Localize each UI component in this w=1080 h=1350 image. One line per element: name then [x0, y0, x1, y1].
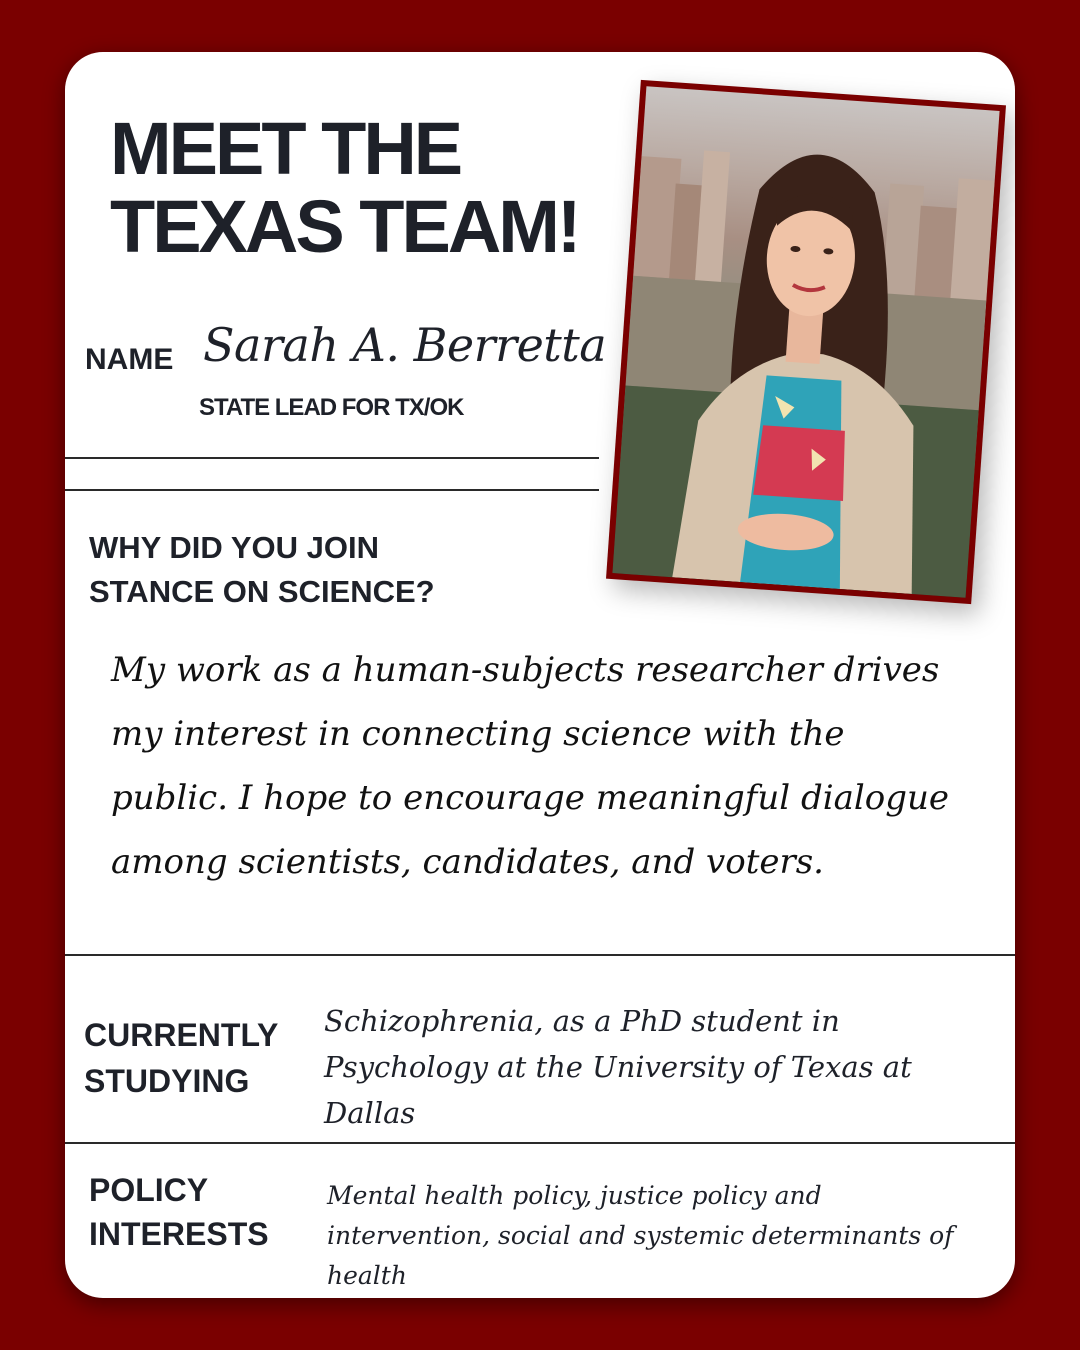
- divider: [65, 489, 599, 491]
- profile-photo: [612, 86, 999, 598]
- person-photo-icon: [612, 86, 999, 598]
- member-name: Sarah A. Berretta: [203, 318, 607, 372]
- studying-label-line-1: CURRENTLY: [84, 1017, 279, 1053]
- divider: [65, 457, 599, 459]
- why-label-line-2: STANCE ON SCIENCE?: [89, 574, 435, 609]
- policy-label-line-1: POLICY: [89, 1172, 209, 1208]
- studying-label-line-2: STUDYING: [84, 1063, 250, 1099]
- title-line-1: MEET THE: [110, 107, 461, 190]
- name-label: NAME: [85, 343, 174, 376]
- page-title: [110, 107, 579, 268]
- title-line-2: TEXAS TEAM!: [110, 185, 579, 268]
- policy-label-line-2: INTERESTS: [89, 1216, 269, 1252]
- divider: [65, 1142, 1015, 1144]
- why-label-line-1: WHY DID YOU JOIN: [89, 530, 379, 565]
- why-label: [89, 526, 435, 614]
- policy-value: Mental health policy, justice policy and intervention, social and systemic determinants of health: [327, 1181, 954, 1290]
- policy-label: [89, 1168, 269, 1256]
- studying-label: [84, 1012, 278, 1104]
- profile-photo-frame: [606, 80, 1006, 604]
- studying-value: Schizophrenia, as a PhD student in Psychology at the University of Texas at Dallas: [324, 1004, 912, 1130]
- why-answer: My work as a human-subjects researcher drives my interest in connecting science with the public. I hope to encourage meaningful dialogue among scientists, candidates, and voters.: [111, 650, 949, 882]
- divider: [65, 954, 1015, 956]
- member-role: STATE LEAD FOR TX/OK: [199, 394, 464, 421]
